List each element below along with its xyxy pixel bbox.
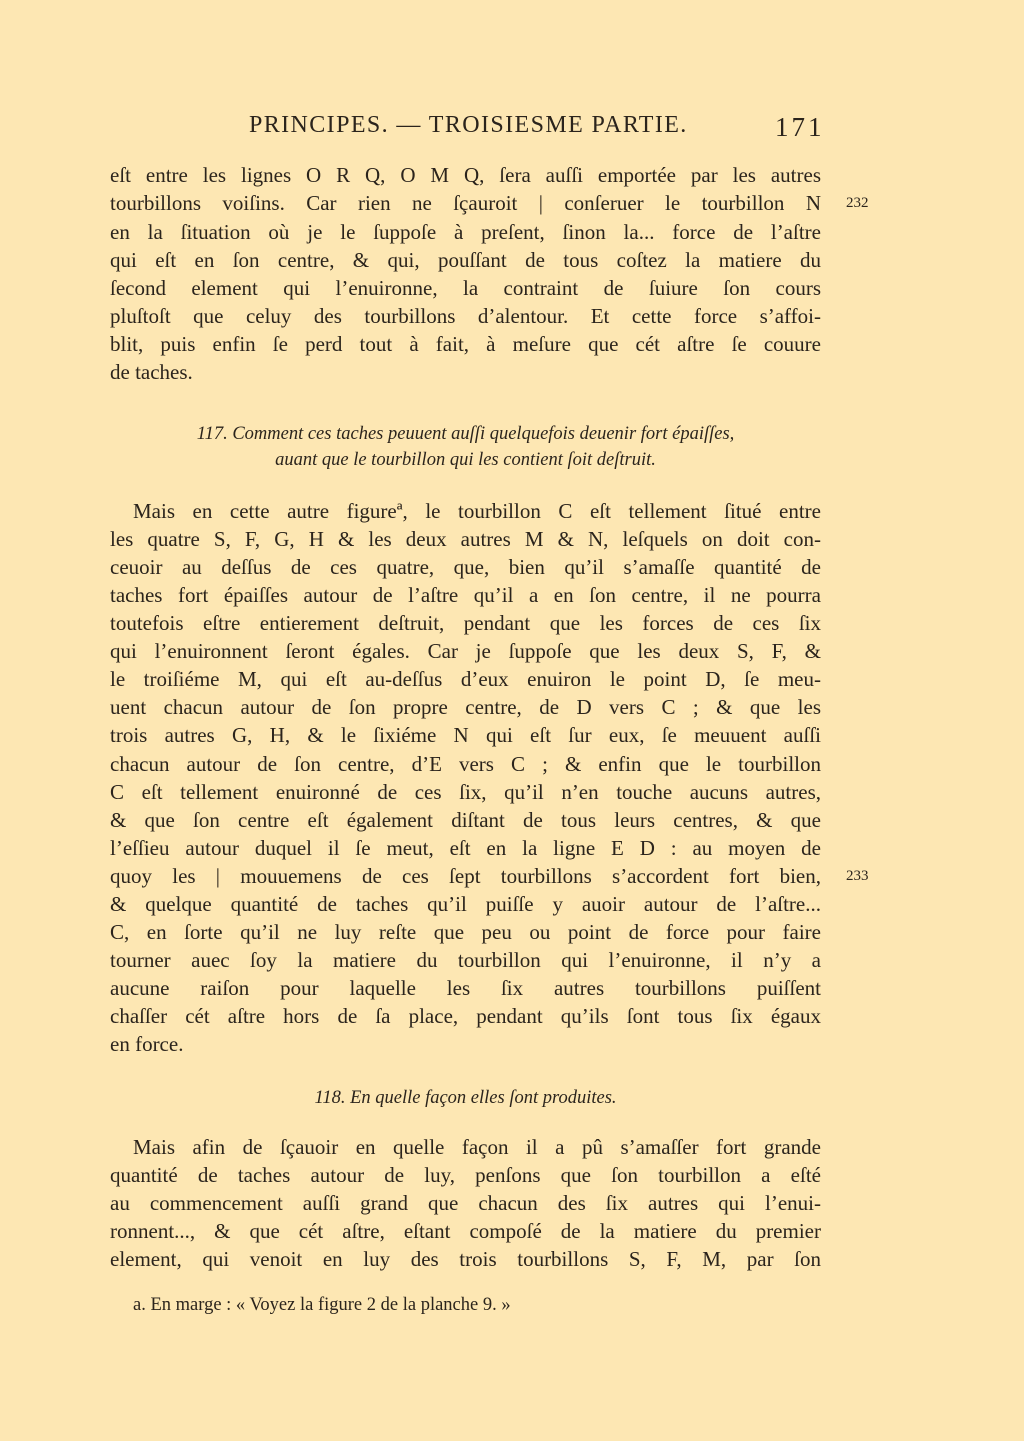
text-line: C eſt tellement enuironné de ces ſix, qu’il n’en touche aucuns autres,	[110, 780, 821, 804]
text-line: toutefois eſtre entierement deſtruit, pendant que les forces de ces ſix	[110, 611, 821, 635]
text-line: quoy les | mouuemens de ces ſept tourbillons s’accordent fort bien,	[110, 864, 821, 888]
text-line: chacun autour de ſon centre, d’E vers C ; & enfin que le tourbillon	[110, 752, 821, 776]
text-line: les quatre S, F, G, H & les deux autres M & N, leſquels on doit con-	[110, 527, 821, 551]
footnote: a. En marge : « Voyez la figure 2 de la planche 9. »	[133, 1295, 511, 1315]
text-line: chaſſer cét aſtre hors de ſa place, pendant qu’ils ſont tous ſix égaux	[110, 1004, 821, 1028]
text-line: uent chacun autour de ſon propre centre, de D vers C ; & que les	[110, 695, 821, 719]
text-line: Mais en cette autre figureª, le tourbillon C eſt tellement ſitué entre	[133, 499, 821, 523]
text-line: quantité de taches autour de luy, penſons que ſon tourbillon a eſté	[110, 1163, 821, 1187]
text-line: en la ſituation où je le ſuppoſe à preſent, ſinon la... force de l’aſtre	[110, 220, 821, 244]
text-line: qui eſt en ſon centre, & qui, pouſſant de tous coſtez la matiere du	[110, 248, 821, 272]
text-line: ſecond element qui l’enuironne, la contraint de ſuiure ſon cours	[110, 276, 821, 300]
text-line: en force.	[110, 1032, 184, 1056]
text-line: Mais afin de ſçauoir en quelle façon il a pû s’amaſſer fort grande	[133, 1135, 821, 1159]
section-heading-117: 117. Comment ces taches peuuent auſſi quelquefois deuenir fort épaiſſes,	[196, 424, 735, 444]
section-heading-117-cont: auant que le tourbillon qui les contient ſoit deſtruit.	[275, 450, 656, 470]
text-line: C, en ſorte qu’il ne luy reſte que peu ou point de force pour faire	[110, 920, 821, 944]
text-line: ceuoir au deſſus de ces quatre, que, bien qu’il s’amaſſe quantité de	[110, 555, 821, 579]
page-number: 171	[775, 112, 825, 142]
text-line: l’eſſieu autour duquel il ſe meut, eſt en la ligne E D : au moyen de	[110, 836, 821, 860]
text-line: tourbillons voiſins. Car rien ne ſçauroit | conſeruer le tourbillon N	[110, 191, 821, 215]
text-line: au commencement auſſi grand que chacun des ſix autres qui l’enui-	[110, 1191, 821, 1215]
text-line: & que ſon centre eſt également diſtant de tous leurs centres, & que	[110, 808, 821, 832]
margin-number: 233	[846, 868, 869, 884]
text-line: le troiſiéme M, qui eſt au-deſſus d’eux enuiron le point D, ſe meu-	[110, 667, 821, 691]
running-header	[0, 112, 1024, 146]
text-line: ronnent..., & que cét aſtre, eſtant compoſé de la matiere du premier	[110, 1219, 821, 1243]
text-line: element, qui venoit en luy des trois tourbillons S, F, M, par ſon	[110, 1247, 821, 1271]
text-line: & quelque quantité de taches qu’il puiſſe y auoir autour de l’aſtre...	[110, 892, 821, 916]
section-heading-118: 118. En quelle façon elles ſont produites.	[314, 1088, 617, 1108]
text-line: de taches.	[110, 360, 193, 384]
running-title: PRINCIPES. — TROISIESME PARTIE.	[249, 112, 688, 138]
text-line: eſt entre les lignes O R Q, O M Q, ſera auſſi emportée par les autres	[110, 163, 821, 187]
text-line: taches fort épaiſſes autour de l’aſtre qu’il a en ſon centre, il ne pourra	[110, 583, 821, 607]
text-line: pluſtoſt que celuy des tourbillons d’alentour. Et cette force s’affoi-	[110, 304, 821, 328]
text-line: trois autres G, H, & le ſixiéme N qui eſt ſur eux, ſe meuuent auſſi	[110, 723, 821, 747]
text-line: qui l’enuironnent ſeront égales. Car je ſuppoſe que les deux S, F, &	[110, 639, 821, 663]
margin-number: 232	[846, 195, 869, 211]
text-line: blit, puis enfin ſe perd tout à fait, à meſure que cét aſtre ſe couure	[110, 332, 821, 356]
text-line: aucune raiſon pour laquelle les ſix autres tourbillons puiſſent	[110, 976, 821, 1000]
text-line: tourner auec ſoy la matiere du tourbillon qui l’enuironne, il n’y a	[110, 948, 821, 972]
